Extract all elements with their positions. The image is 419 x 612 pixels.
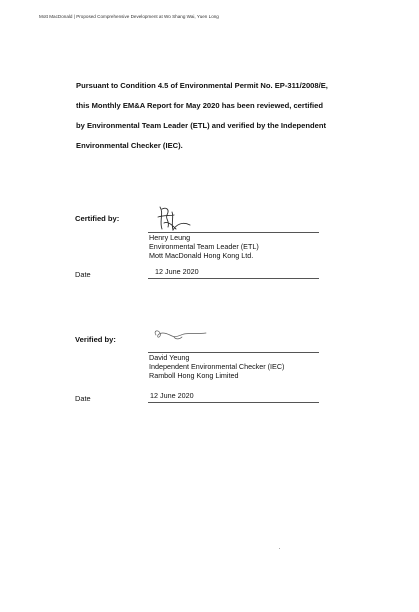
iec-details [149, 353, 284, 380]
etl-title: Environmental Team Leader (ETL) [149, 242, 259, 251]
iec-signature-image [150, 325, 220, 347]
iec-title: Independent Environmental Checker (IEC) [149, 362, 285, 371]
iec-date-label: Date [75, 394, 91, 403]
etl-date-label: Date [75, 270, 91, 279]
etl-date-line [148, 278, 319, 279]
scan-speck [279, 548, 280, 549]
etl-name: Henry Leung [149, 233, 191, 242]
iec-date-line [148, 402, 319, 403]
iec-name: David Yeung [149, 353, 190, 362]
verified-by-label: Verified by: [75, 335, 116, 344]
statement-line: by Environmental Team Leader (ETL) and verified by the Independent [76, 121, 327, 130]
iec-company: Ramboll Hong Kong Limited [149, 371, 239, 380]
etl-details [149, 233, 259, 260]
iec-date-value: 12 June 2020 [150, 391, 194, 400]
certification-statement [76, 81, 376, 161]
etl-company: Mott MacDonald Hong Kong Ltd. [149, 251, 254, 260]
page-header: Mott MacDonald | Proposed Comprehensive Development at Wo Shang Wai, Yuen Long [39, 14, 219, 19]
etl-signature-image [150, 203, 210, 235]
statement-line: this Monthly EM&A Report for May 2020 has been reviewed, certified [76, 101, 323, 110]
certified-by-label: Certified by: [75, 214, 120, 223]
etl-date-value: 12 June 2020 [155, 267, 199, 276]
statement-line: Pursuant to Condition 4.5 of Environmental Permit No. EP-311/2008/E, [76, 81, 328, 90]
statement-line: Environmental Checker (IEC). [76, 141, 183, 150]
